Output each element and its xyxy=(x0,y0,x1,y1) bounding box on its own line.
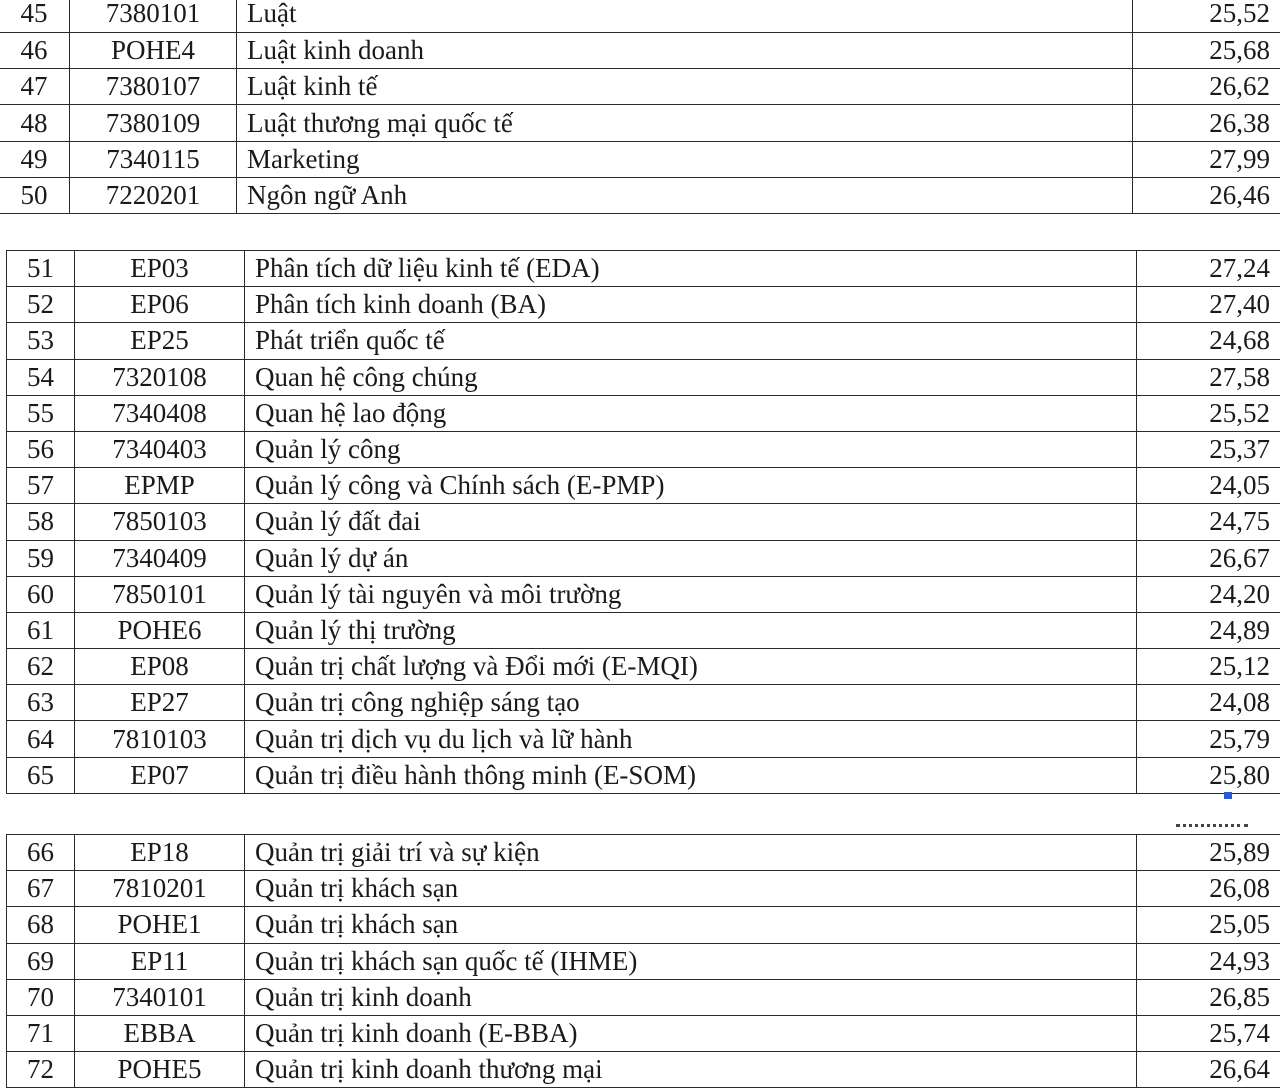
cutoff-score-cell: 26,46 xyxy=(1133,177,1280,213)
major-code-cell: EP06 xyxy=(75,287,245,323)
table-row xyxy=(7,721,1280,757)
major-name-cell: Phát triển quốc tế xyxy=(245,323,1137,359)
major-name-cell: Quản lý công xyxy=(245,431,1137,467)
major-name-cell: Quản trị kinh doanh xyxy=(245,979,1137,1015)
table-row xyxy=(7,359,1280,395)
cutoff-score-cell: 27,99 xyxy=(1133,141,1280,177)
cutoff-score-cell: 24,89 xyxy=(1137,612,1280,648)
table-row xyxy=(7,323,1280,359)
cutoff-score-cell: 27,58 xyxy=(1137,359,1280,395)
score-table-block-3 xyxy=(6,834,1280,1088)
major-code-cell: EP07 xyxy=(75,757,245,793)
major-code-cell: POHE6 xyxy=(75,612,245,648)
row-number-cell: 52 xyxy=(7,287,75,323)
row-number-cell: 53 xyxy=(7,323,75,359)
table-row xyxy=(7,468,1280,504)
table-row xyxy=(7,907,1280,943)
score-table-block-1 xyxy=(0,0,1280,214)
table-row xyxy=(0,69,1280,105)
major-name-cell: Quản trị công nghiệp sáng tạo xyxy=(245,685,1137,721)
major-name-cell: Quản trị điều hành thông minh (E-SOM) xyxy=(245,757,1137,793)
row-number-cell: 45 xyxy=(0,0,70,32)
table-row xyxy=(7,871,1280,907)
major-name-cell: Quản trị giải trí và sự kiện xyxy=(245,835,1137,871)
table-row xyxy=(0,105,1280,141)
row-number-cell: 67 xyxy=(7,871,75,907)
major-code-cell: 7850101 xyxy=(75,576,245,612)
table-row xyxy=(0,0,1280,32)
row-number-cell: 60 xyxy=(7,576,75,612)
major-name-cell: Quản trị dịch vụ du lịch và lữ hành xyxy=(245,721,1137,757)
major-code-cell: 7220201 xyxy=(70,177,237,213)
major-name-cell: Quản trị kinh doanh (E-BBA) xyxy=(245,1015,1137,1051)
cutoff-score-cell: 24,75 xyxy=(1137,504,1280,540)
cutoff-score-cell: 26,85 xyxy=(1137,979,1280,1015)
table-row xyxy=(7,1052,1280,1088)
cutoff-score-cell: 24,08 xyxy=(1137,685,1280,721)
cutoff-score-cell: 25,68 xyxy=(1133,32,1280,68)
row-number-cell: 48 xyxy=(0,105,70,141)
row-number-cell: 50 xyxy=(0,177,70,213)
row-number-cell: 61 xyxy=(7,612,75,648)
row-number-cell: 49 xyxy=(0,141,70,177)
major-name-cell: Quản lý thị trường xyxy=(245,612,1137,648)
major-code-cell: 7340409 xyxy=(75,540,245,576)
table-row xyxy=(7,504,1280,540)
row-number-cell: 72 xyxy=(7,1052,75,1088)
table-row xyxy=(7,943,1280,979)
major-code-cell: 7810201 xyxy=(75,871,245,907)
table-row xyxy=(0,141,1280,177)
major-code-cell: 7340403 xyxy=(75,431,245,467)
cutoff-score-cell: 25,52 xyxy=(1133,0,1280,32)
major-name-cell: Luật xyxy=(237,0,1133,32)
row-number-cell: 47 xyxy=(0,69,70,105)
cutoff-score-cell: 25,74 xyxy=(1137,1015,1280,1051)
major-name-cell: Ngôn ngữ Anh xyxy=(237,177,1133,213)
table-row xyxy=(7,685,1280,721)
row-number-cell: 66 xyxy=(7,835,75,871)
cutoff-score-cell: 25,89 xyxy=(1137,835,1280,871)
major-code-cell: POHE4 xyxy=(70,32,237,68)
major-name-cell: Quản lý đất đai xyxy=(245,504,1137,540)
cutoff-score-cell: 25,37 xyxy=(1137,431,1280,467)
row-number-cell: 57 xyxy=(7,468,75,504)
row-number-cell: 62 xyxy=(7,649,75,685)
cutoff-score-cell: 26,67 xyxy=(1137,540,1280,576)
row-number-cell: 46 xyxy=(0,32,70,68)
table-row xyxy=(7,1015,1280,1051)
major-code-cell: 7320108 xyxy=(75,359,245,395)
table-row xyxy=(0,177,1280,213)
row-number-cell: 56 xyxy=(7,431,75,467)
table-row xyxy=(7,576,1280,612)
row-number-cell: 51 xyxy=(7,251,75,287)
table-row xyxy=(7,251,1280,287)
major-code-cell: 7380101 xyxy=(70,0,237,32)
major-name-cell: Quản trị khách sạn quốc tế (IHME) xyxy=(245,943,1137,979)
row-number-cell: 64 xyxy=(7,721,75,757)
table-row xyxy=(7,649,1280,685)
major-code-cell: POHE1 xyxy=(75,907,245,943)
major-name-cell: Quản trị kinh doanh thương mại xyxy=(245,1052,1137,1088)
table-row xyxy=(7,979,1280,1015)
cropped-header-fragment xyxy=(1176,824,1248,830)
major-code-cell: EP03 xyxy=(75,251,245,287)
major-name-cell: Quan hệ công chúng xyxy=(245,359,1137,395)
cutoff-score-cell: 26,62 xyxy=(1133,69,1280,105)
major-name-cell: Quan hệ lao động xyxy=(245,395,1137,431)
major-name-cell: Luật thương mại quốc tế xyxy=(237,105,1133,141)
major-name-cell: Quản lý tài nguyên và môi trường xyxy=(245,576,1137,612)
major-code-cell: 7340115 xyxy=(70,141,237,177)
cutoff-score-cell: 25,52 xyxy=(1137,395,1280,431)
major-name-cell: Luật kinh doanh xyxy=(237,32,1133,68)
major-name-cell: Quản lý công và Chính sách (E-PMP) xyxy=(245,468,1137,504)
major-code-cell: EP18 xyxy=(75,835,245,871)
major-code-cell: 7850103 xyxy=(75,504,245,540)
row-number-cell: 68 xyxy=(7,907,75,943)
table-row xyxy=(7,612,1280,648)
cutoff-score-cell: 24,05 xyxy=(1137,468,1280,504)
major-code-cell: EP27 xyxy=(75,685,245,721)
table-row xyxy=(7,835,1280,871)
cutoff-score-cell: 26,38 xyxy=(1133,105,1280,141)
major-code-cell: 7810103 xyxy=(75,721,245,757)
cutoff-score-cell: 24,20 xyxy=(1137,576,1280,612)
cutoff-score-cell: 25,12 xyxy=(1137,649,1280,685)
row-number-cell: 65 xyxy=(7,757,75,793)
row-number-cell: 71 xyxy=(7,1015,75,1051)
major-code-cell: EP08 xyxy=(75,649,245,685)
row-number-cell: 58 xyxy=(7,504,75,540)
major-name-cell: Phân tích kinh doanh (BA) xyxy=(245,287,1137,323)
cutoff-score-cell: 26,64 xyxy=(1137,1052,1280,1088)
row-number-cell: 59 xyxy=(7,540,75,576)
major-code-cell: EPMP xyxy=(75,468,245,504)
major-code-cell: EBBA xyxy=(75,1015,245,1051)
major-name-cell: Quản trị khách sạn xyxy=(245,907,1137,943)
table-row xyxy=(7,395,1280,431)
row-number-cell: 54 xyxy=(7,359,75,395)
cutoff-score-cell: 26,08 xyxy=(1137,871,1280,907)
cutoff-score-cell: 25,05 xyxy=(1137,907,1280,943)
blue-tick-mark xyxy=(1224,792,1232,799)
cutoff-score-cell: 24,93 xyxy=(1137,943,1280,979)
major-code-cell: EP25 xyxy=(75,323,245,359)
major-name-cell: Quản trị chất lượng và Đổi mới (E-MQI) xyxy=(245,649,1137,685)
cutoff-score-cell: 24,68 xyxy=(1137,323,1280,359)
table-row xyxy=(7,431,1280,467)
major-code-cell: 7340408 xyxy=(75,395,245,431)
major-name-cell: Quản trị khách sạn xyxy=(245,871,1137,907)
major-code-cell: 7340101 xyxy=(75,979,245,1015)
cutoff-score-cell: 25,79 xyxy=(1137,721,1280,757)
major-name-cell: Marketing xyxy=(237,141,1133,177)
row-number-cell: 63 xyxy=(7,685,75,721)
major-code-cell: 7380109 xyxy=(70,105,237,141)
cutoff-score-cell: 25,80 xyxy=(1137,757,1280,793)
table-row xyxy=(7,757,1280,793)
table-row xyxy=(7,540,1280,576)
row-number-cell: 69 xyxy=(7,943,75,979)
major-code-cell: EP11 xyxy=(75,943,245,979)
major-code-cell: POHE5 xyxy=(75,1052,245,1088)
row-number-cell: 70 xyxy=(7,979,75,1015)
major-code-cell: 7380107 xyxy=(70,69,237,105)
table-row xyxy=(0,32,1280,68)
row-number-cell: 55 xyxy=(7,395,75,431)
cutoff-score-cell: 27,24 xyxy=(1137,251,1280,287)
major-name-cell: Quản lý dự án xyxy=(245,540,1137,576)
cutoff-score-cell: 27,40 xyxy=(1137,287,1280,323)
score-table-block-2 xyxy=(6,250,1280,794)
table-row xyxy=(7,287,1280,323)
major-name-cell: Luật kinh tế xyxy=(237,69,1133,105)
major-name-cell: Phân tích dữ liệu kinh tế (EDA) xyxy=(245,251,1137,287)
